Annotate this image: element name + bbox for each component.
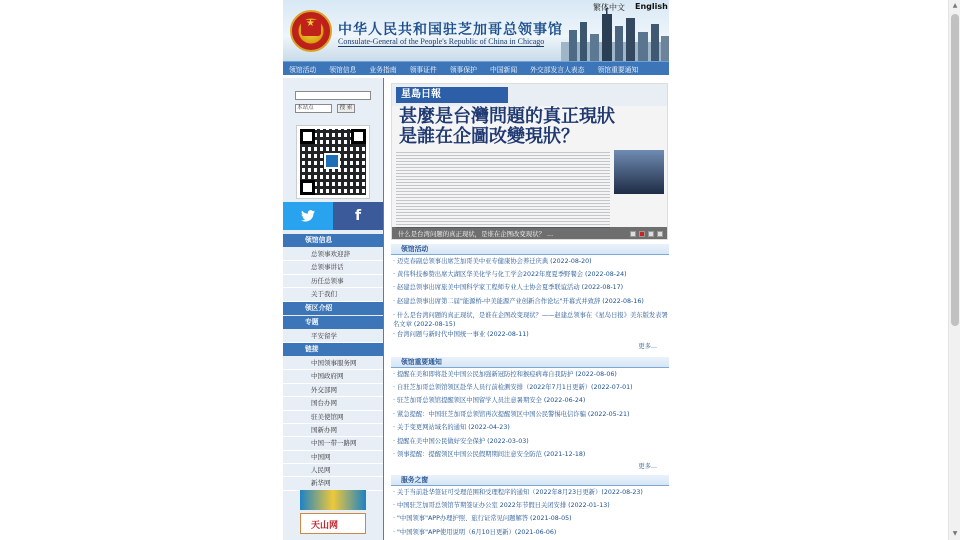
scroll-down-icon[interactable]: ▼ <box>952 530 958 537</box>
twitter-bird-icon <box>301 210 315 222</box>
page-background <box>0 0 283 540</box>
site-header <box>283 0 669 61</box>
social-links <box>283 202 383 230</box>
list-item[interactable]: · 领事提醒：提醒领区中国公民假期期间注意安全防范 (2021-12-18) <box>393 451 586 459</box>
nav-item-guide[interactable]: 业务指南 <box>369 65 397 74</box>
side-link-belt-road[interactable]: 中国一带一路网 <box>283 437 383 450</box>
more-link[interactable]: 更多... <box>638 342 657 350</box>
side-item-welcome[interactable]: 总领事欢迎辞 <box>283 248 383 261</box>
carousel-dot-active[interactable] <box>639 231 645 237</box>
nav-item-documents[interactable]: 领事证件 <box>409 65 437 74</box>
list-item[interactable]: · 提醒在美中国公民做好安全保护 (2022-03-03) <box>393 437 529 445</box>
section-title[interactable]: 领馆重要通知 <box>391 357 669 368</box>
promo-banner-label: 天山网 <box>311 521 339 531</box>
side-menu <box>283 234 383 491</box>
list-item[interactable]: · 紧急提醒：中国驻芝加哥总领馆再次提醒领区中国公民警惕电信诈骗 (2022-05-21) <box>393 410 630 418</box>
list-item[interactable]: · "中国领事"APP使用说明（6月10日更新）(2021-06-06) <box>393 528 557 536</box>
qr-logo-icon <box>324 153 340 169</box>
list-item[interactable]: · 自驻芝加哥总领馆领区赴华人员行前检测安排（2022年7月1日更新）(2022-07-01) <box>393 384 633 392</box>
search-button[interactable]: 搜 索 <box>337 104 355 113</box>
site-title-cn[interactable]: 中华人民共和国驻芝加哥总领事馆 <box>338 22 563 38</box>
side-item-speeches[interactable]: 总领事讲话 <box>283 261 383 274</box>
side-head-topics[interactable]: 专题 <box>283 316 383 329</box>
search-box <box>283 84 383 117</box>
section-services <box>391 475 669 540</box>
list-item[interactable]: · 关于当前赴华签证可受理范围和受理程序的通知（2022年8月23日更新）(2022-08-23) <box>393 488 643 496</box>
carousel-dot[interactable] <box>648 231 654 237</box>
side-link-consular-service[interactable]: 中国领事服务网 <box>283 357 383 370</box>
banner-headline-line1: 甚麼是台灣問題的真正現狀 <box>399 106 615 127</box>
side-link-mfa[interactable]: 外交部网 <box>283 384 383 397</box>
search-input[interactable] <box>295 91 371 100</box>
qr-corner-icon <box>300 180 315 195</box>
banner-masthead <box>392 84 668 106</box>
nav-item-news[interactable]: 中国新闻 <box>489 65 518 74</box>
side-link-gov[interactable]: 中国政府网 <box>283 370 383 383</box>
section-notices <box>391 357 669 472</box>
headline-carousel[interactable] <box>391 83 668 240</box>
newspaper-logo: 星島日報 <box>396 87 508 103</box>
section-title[interactable]: 服务之窗 <box>391 475 669 486</box>
list-item[interactable]: · 中国驻芝加哥总领馆节期签证办公室 2022年节假日关闭安排 (2022-01-13) <box>393 502 610 510</box>
side-item-former-consuls[interactable]: 历任总领事 <box>283 275 383 288</box>
side-head-links[interactable]: 链接 <box>283 343 383 356</box>
nav-item-info[interactable]: 领馆信息 <box>329 65 357 74</box>
scrollbar-thumb[interactable] <box>951 14 959 326</box>
qr-corner-icon <box>300 129 315 144</box>
side-link-taiwan-office[interactable]: 国台办网 <box>283 397 383 410</box>
carousel-dot[interactable] <box>630 231 636 237</box>
list-item[interactable]: · 台湾问题与新时代中国统一事业 (2022-08-11) <box>393 331 529 339</box>
side-item-safe-study[interactable]: 平安留学 <box>283 330 383 343</box>
banner-headline-line2: 是誰在企圖改變現狀？ <box>399 126 579 147</box>
chicago-skyline-icon <box>561 8 669 61</box>
list-item[interactable]: · 什么是台湾问题的真正现状，是谁在企图改变现状？——赵建总领事在《星岛日报》美东版发表署名文章 (2022-08-15) <box>393 311 668 329</box>
promo-banner-1[interactable] <box>300 490 366 510</box>
banner-headline <box>399 107 615 147</box>
lang-traditional-link[interactable]: 繁体中文 <box>593 3 625 12</box>
side-link-xinhua[interactable]: 新华网 <box>283 477 383 490</box>
banner-caption[interactable]: 什么是台湾问题的真正现状，是谁在企图改变现状？ ... <box>392 227 668 240</box>
side-link-embassy[interactable]: 驻美使馆网 <box>283 411 383 424</box>
banner-portrait-image <box>614 150 664 194</box>
nav-item-spokesperson[interactable]: 外交部发言人表态 <box>530 65 585 74</box>
qr-corner-icon <box>351 129 366 144</box>
side-head-consulate-info[interactable]: 领馆信息 <box>283 234 383 247</box>
list-item[interactable]: · 赵建总领事出席第二届"能源桥-中美能源产业创新合作论坛"开幕式并致辞 (2022-08-16) <box>393 297 644 305</box>
list-item[interactable]: · 迈克春副总领事出席芝加哥美中亚专健康协会养迁庆典 (2022-08-20) <box>393 257 592 265</box>
list-item[interactable]: · 赵建总领事出席旅美中国科学家工程师专业人士协会夏季联谊活动 (2022-08-17) <box>393 284 624 292</box>
section-title[interactable]: 领馆活动 <box>391 244 669 255</box>
page-container <box>283 0 669 540</box>
site-title-en[interactable]: Consulate-General of the People's Republic of China in Chicago <box>338 37 545 46</box>
scroll-up-icon[interactable]: ▲ <box>952 2 958 9</box>
emblem-star-icon: ★ <box>306 18 315 29</box>
list-item[interactable]: · 黄伟科技参赞出席大湖区华美化学与化工学会2022年度夏季野餐会 (2022-08-24) <box>393 271 627 279</box>
list-item[interactable]: · 关于变更网站域名的通知 (2022-04-23) <box>393 424 510 432</box>
nav-item-notices[interactable]: 领馆重要通知 <box>597 65 639 74</box>
list-item[interactable]: · "中国领事"APP办理护照、旅行证常见问题解答 (2021-08-05) <box>393 515 572 523</box>
side-item-about-us[interactable]: 关于我们 <box>283 288 383 301</box>
nav-item-protection[interactable]: 领事保护 <box>449 65 477 74</box>
section-activities <box>391 244 669 352</box>
facebook-icon[interactable]: f <box>333 202 383 230</box>
left-sidebar <box>283 78 384 540</box>
vertical-scrollbar[interactable] <box>948 0 960 540</box>
side-link-china-net[interactable]: 中国网 <box>283 451 383 464</box>
main-nav <box>283 61 669 75</box>
side-head-region[interactable]: 领区介绍 <box>283 302 383 315</box>
carousel-dots <box>630 231 663 237</box>
side-link-scio[interactable]: 国新办网 <box>283 424 383 437</box>
national-emblem-icon[interactable] <box>290 10 332 52</box>
list-item[interactable]: · 提醒在美和即将赴美中国公民加强新冠防控和猴痘病毒自我防护 (2022-08-06) <box>393 370 617 378</box>
carousel-dot[interactable] <box>657 231 663 237</box>
lang-english-link[interactable]: English <box>635 2 668 11</box>
search-scope-select[interactable]: 本站点 <box>295 104 332 113</box>
promo-banner-tianshan[interactable] <box>300 513 366 534</box>
list-item[interactable]: · 驻芝加哥总领馆提醒领区中国留学人员注意暑期安全 (2022-06-24) <box>393 397 586 405</box>
nav-item-activities[interactable]: 领馆活动 <box>289 65 317 74</box>
side-link-people[interactable]: 人民网 <box>283 464 383 477</box>
banner-article-text <box>396 152 610 228</box>
main-content <box>391 78 669 540</box>
more-link[interactable]: 更多... <box>638 462 657 470</box>
twitter-icon[interactable] <box>283 202 333 230</box>
